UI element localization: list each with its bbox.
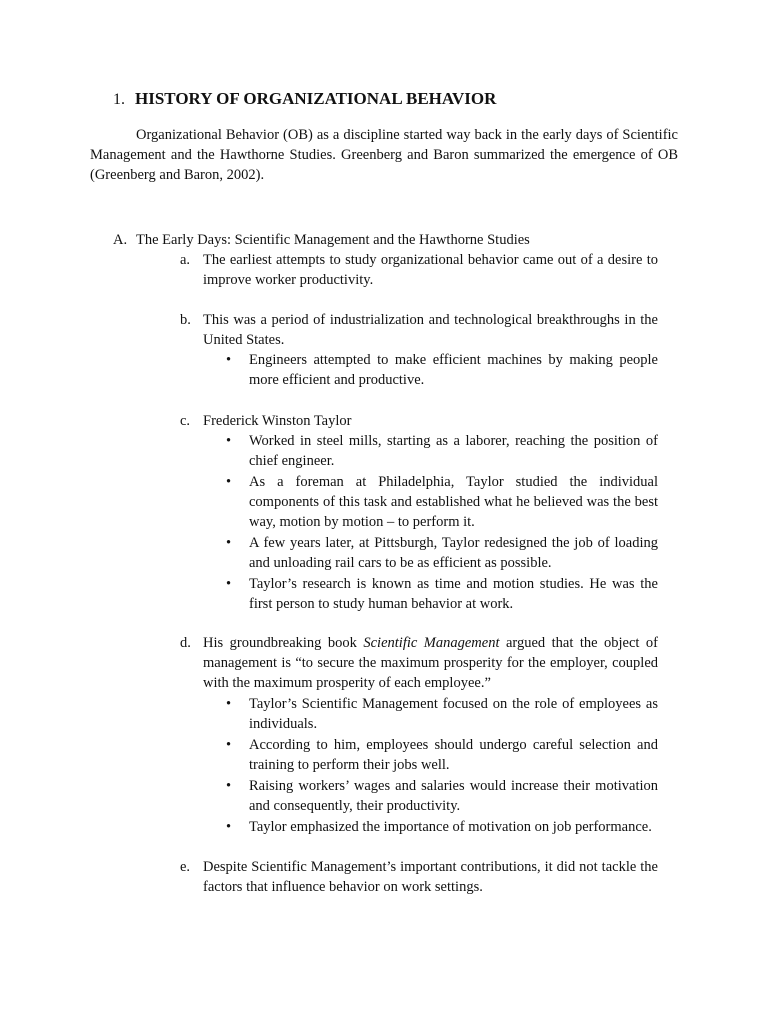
section-a-title: The Early Days: Scientific Management and the Hawthorne Studies: [136, 232, 530, 248]
item-b-bullets: [226, 350, 658, 390]
bullet-text: Taylor’s research is known as time and motion studies. He was the first person to study human behavior at work.: [249, 576, 658, 612]
item-b-text: This was a period of industrialization and technological breakthroughs in the United States.: [203, 312, 658, 348]
bullet-icon: •: [226, 819, 232, 835]
page-title: HISTORY OF ORGANIZATIONAL BEHAVIOR: [135, 89, 497, 108]
bullet-text: Taylor’s Scientific Management focused on the role of employees as individuals.: [249, 696, 658, 732]
bullet-text: According to him, employees should undergo careful selection and training to perform their jobs well.: [249, 737, 658, 773]
list-item: [226, 431, 658, 471]
intro-paragraph: [90, 125, 678, 185]
bullet-text: Raising workers’ wages and salaries would increase their motivation and consequently, their productivity.: [249, 778, 658, 814]
list-item: [226, 735, 658, 775]
item-e-text: Despite Scientific Management’s important contributions, it did not tackle the factors that influence behavior on work settings.: [203, 859, 658, 895]
bullet-text: As a foreman at Philadelphia, Taylor studied the individual components of this task and established what he believed was the best way, motion by motion – to perform it.: [249, 474, 658, 530]
bullet-icon: •: [226, 696, 232, 712]
bullet-text: Engineers attempted to make efficient machines by making people more efficient and productive.: [249, 352, 658, 388]
item-d-text-after: argued that the object of management is “to secure the maximum prosperity for the employer, coupled with the maximum prosperity of each employee.”: [203, 635, 659, 691]
item-d-text: [203, 633, 658, 693]
item-c-text: Frederick Winston Taylor: [203, 413, 352, 429]
bullet-icon: •: [226, 474, 232, 490]
section-a-marker: A.: [113, 232, 128, 248]
bullet-icon: •: [226, 737, 232, 753]
bullet-text: Taylor emphasized the importance of motivation on job performance.: [249, 819, 652, 835]
bullet-text: A few years later, at Pittsburgh, Taylor redesigned the job of loading and unloading rail cars to be as efficient as possible.: [249, 535, 658, 571]
item-e-letter: e.: [180, 859, 191, 875]
list-item: [226, 472, 658, 532]
item-a-letter: a.: [180, 252, 191, 268]
bullet-icon: •: [226, 535, 232, 551]
bullet-icon: •: [226, 352, 232, 368]
book-title: Scientific Management: [363, 635, 500, 651]
item-d-bullets: [226, 694, 658, 837]
list-item: [226, 350, 658, 390]
list-item: [226, 533, 658, 573]
item-c-letter: c.: [180, 413, 191, 429]
bullet-icon: •: [226, 433, 232, 449]
list-item: [226, 694, 658, 734]
item-b-letter: b.: [180, 312, 191, 328]
list-item: [226, 574, 658, 614]
item-d-text-before: His groundbreaking book: [203, 635, 364, 651]
bullet-icon: •: [226, 778, 232, 794]
item-a-text: The earliest attempts to study organizational behavior came out of a desire to improve worker productivity.: [203, 252, 658, 288]
item-c-bullets: [226, 431, 658, 614]
bullet-icon: •: [226, 576, 232, 592]
list-item: [226, 776, 658, 816]
list-item: [226, 817, 658, 837]
bullet-text: Worked in steel mills, starting as a laborer, reaching the position of chief engineer.: [249, 433, 658, 469]
item-d-letter: d.: [180, 635, 191, 651]
intro-text: Organizational Behavior (OB) as a discipline started way back in the early days of Scientific Management and the Hawthorne Studies. Greenberg and Baron summarized the emergence of OB (Greenberg and Baron, 2002).: [90, 127, 678, 183]
heading-number: 1.: [113, 91, 125, 108]
